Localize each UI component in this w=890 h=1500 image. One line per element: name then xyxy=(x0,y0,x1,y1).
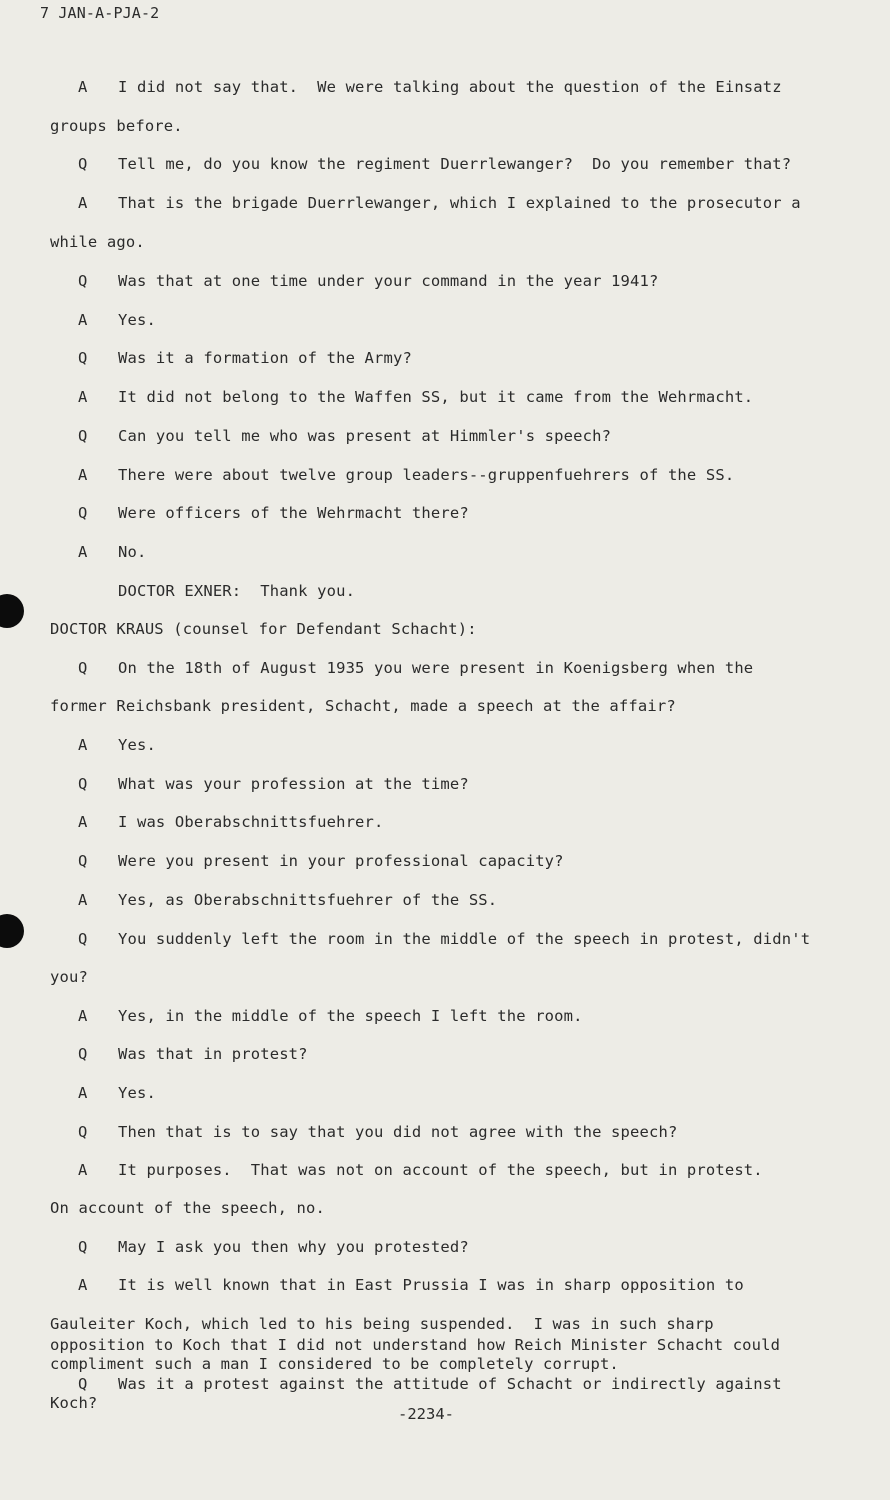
speaker-label: A xyxy=(78,311,88,329)
transcript-line: No. xyxy=(118,543,147,561)
page-number: -2234- xyxy=(398,1405,454,1423)
speaker-label: Q xyxy=(78,852,88,870)
speaker-label: A xyxy=(78,78,88,96)
transcript-line: Yes, as Oberabschnittsfuehrer of the SS. xyxy=(118,891,498,909)
speaker-label: A xyxy=(78,1084,88,1102)
transcript-line: I did not say that. We were talking about the question of the Einsatz xyxy=(118,78,782,96)
speaker-label: Q xyxy=(78,775,88,793)
speaker-label: A xyxy=(78,194,88,212)
transcript-line: Were you present in your professional capacity? xyxy=(118,852,564,870)
transcript-line: groups before. xyxy=(50,117,183,135)
transcript-line: It is well known that in East Prussia I was in sharp opposition to xyxy=(118,1276,744,1294)
speaker-label: Q xyxy=(78,272,88,290)
transcript-line: Was it a formation of the Army? xyxy=(118,349,412,367)
speaker-label: A xyxy=(78,736,88,754)
speaker-label: A xyxy=(78,1161,88,1179)
speaker-label: Q xyxy=(78,659,88,677)
speaker-label: A xyxy=(78,891,88,909)
transcript-line: Yes. xyxy=(118,736,156,754)
transcript-line: Koch? xyxy=(50,1394,98,1412)
speaker-label: Q xyxy=(78,1375,88,1393)
transcript-line: Yes. xyxy=(118,1084,156,1102)
transcript-line: Tell me, do you know the regiment Duerrlewanger? Do you remember that? xyxy=(118,155,792,173)
speaker-label: A xyxy=(78,1276,88,1294)
transcript-line: Gauleiter Koch, which led to his being suspended. I was in such sharp xyxy=(50,1315,714,1333)
transcript-line: while ago. xyxy=(50,233,145,251)
punch-hole xyxy=(0,594,24,628)
transcript-line: It purposes. That was not on account of the speech, but in protest. xyxy=(118,1161,763,1179)
transcript-line: You suddenly left the room in the middle of the speech in protest, didn't xyxy=(118,930,811,948)
transcript-line: Was that in protest? xyxy=(118,1045,308,1063)
transcript-line: opposition to Koch that I did not understand how Reich Minister Schacht could xyxy=(50,1336,781,1354)
transcript-line: On account of the speech, no. xyxy=(50,1199,325,1217)
speaker-label: Q xyxy=(78,504,88,522)
speaker-label: A xyxy=(78,388,88,406)
speaker-label: Q xyxy=(78,349,88,367)
speaker-label: Q xyxy=(78,1045,88,1063)
transcript-line: DOCTOR EXNER: Thank you. xyxy=(118,582,356,600)
transcript-line: There were about twelve group leaders--gruppenfuehrers of the SS. xyxy=(118,466,735,484)
speaker-label: Q xyxy=(78,930,88,948)
transcript-line: May I ask you then why you protested? xyxy=(118,1238,469,1256)
speaker-label: A xyxy=(78,1007,88,1025)
transcript-line: On the 18th of August 1935 you were present in Koenigsberg when the xyxy=(118,659,754,677)
transcript-line: That is the brigade Duerrlewanger, which I explained to the prosecutor a xyxy=(118,194,801,212)
transcript-line: Can you tell me who was present at Himmler's speech? xyxy=(118,427,612,445)
transcript-line: What was your profession at the time? xyxy=(118,775,469,793)
transcript-line: compliment such a man I considered to be completely corrupt. xyxy=(50,1355,619,1373)
transcript-line: I was Oberabschnittsfuehrer. xyxy=(118,813,384,831)
punch-hole xyxy=(0,914,24,948)
speaker-label: A xyxy=(78,543,88,561)
transcript-line: former Reichsbank president, Schacht, made a speech at the affair? xyxy=(50,697,676,715)
transcript-line: you? xyxy=(50,968,88,986)
page-header: 7 JAN-A-PJA-2 xyxy=(40,4,160,22)
speaker-label: Q xyxy=(78,427,88,445)
transcript-line: Was that at one time under your command in the year 1941? xyxy=(118,272,659,290)
transcript-line: Was it a protest against the attitude of Schacht or indirectly against xyxy=(118,1375,782,1393)
speaker-label: A xyxy=(78,813,88,831)
speaker-label: Q xyxy=(78,1123,88,1141)
speaker-label: Q xyxy=(78,1238,88,1256)
transcript-line: It did not belong to the Waffen SS, but it came from the Wehrmacht. xyxy=(118,388,754,406)
speaker-label: Q xyxy=(78,155,88,173)
speaker-label: A xyxy=(78,466,88,484)
transcript-line: Then that is to say that you did not agree with the speech? xyxy=(118,1123,678,1141)
transcript-line: Yes. xyxy=(118,311,156,329)
transcript-line: Were officers of the Wehrmacht there? xyxy=(118,504,469,522)
transcript-line: Yes, in the middle of the speech I left the room. xyxy=(118,1007,583,1025)
transcript-line: DOCTOR KRAUS (counsel for Defendant Schacht): xyxy=(50,620,477,638)
